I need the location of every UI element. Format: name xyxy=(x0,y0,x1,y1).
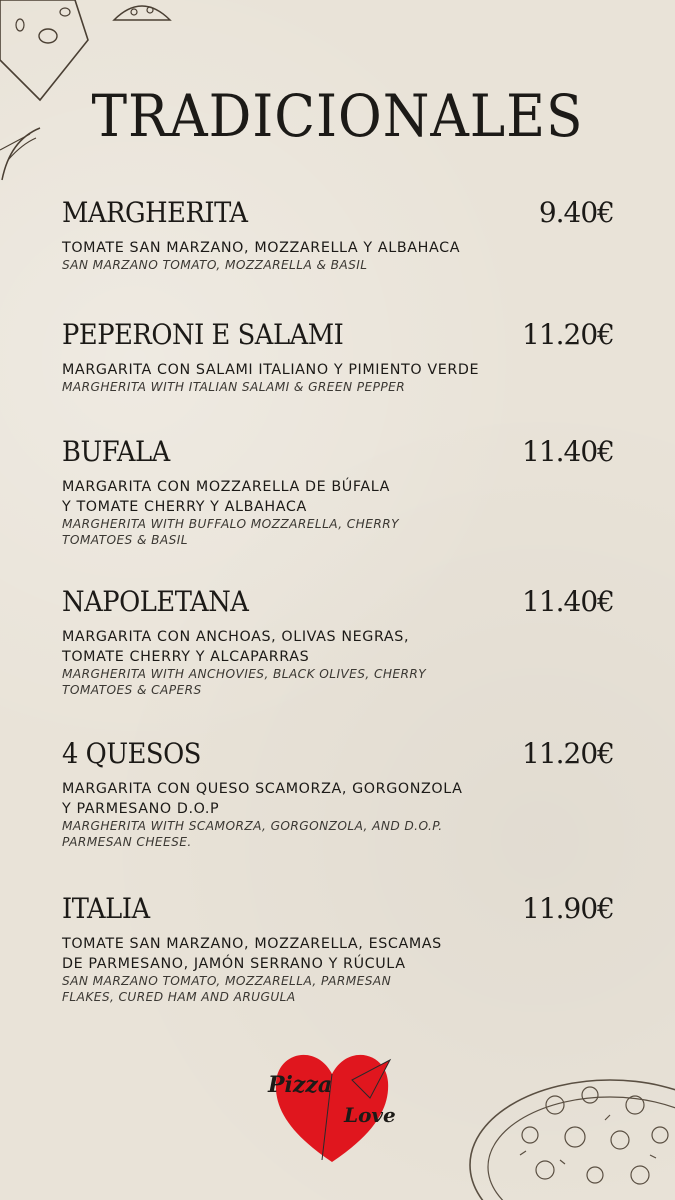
page-title: TRADICIONALES xyxy=(91,82,584,150)
item-price: 11.20€ xyxy=(522,737,614,770)
pizza-slice-sketch-icon xyxy=(112,0,174,24)
item-description-en: MARGHERITA WITH ANCHOVIES, BLACK OLIVES, CHERRY TOMATOES & CAPERS xyxy=(62,667,427,697)
item-description-en: SAN MARZANO TOMATO, MOZZARELLA & BASIL xyxy=(62,258,368,272)
item-name: 4 QUESOS xyxy=(62,737,201,770)
item-price: 9.40€ xyxy=(538,196,614,229)
item-description-es: MARGARITA CON SALAMI ITALIANO Y PIMIENTO VERDE xyxy=(62,362,480,378)
menu-item-italia xyxy=(62,892,614,1005)
item-name: MARGHERITA xyxy=(62,196,248,229)
item-description-es: MARGARITA CON QUESO SCAMORZA, GORGONZOLA Y PARMESANO D.O.P xyxy=(62,781,463,817)
item-description-en: MARGHERITA WITH BUFFALO MOZZARELLA, CHERRY TOMATOES & BASIL xyxy=(62,517,399,547)
item-price: 11.40€ xyxy=(522,435,614,468)
item-description-es: MARGARITA CON ANCHOAS, OLIVAS NEGRAS, TOMATE CHERRY Y ALCAPARRAS xyxy=(62,629,410,665)
menu-item-peperoni-e-salami xyxy=(62,318,614,396)
menu-item-bufala xyxy=(62,435,614,548)
menu-item-margherita xyxy=(62,196,614,274)
logo-text-pizza: Pizza xyxy=(268,1072,333,1098)
item-name: NAPOLETANA xyxy=(62,585,249,618)
item-name: BUFALA xyxy=(62,435,170,468)
item-price: 11.40€ xyxy=(522,585,614,618)
menu-item-4-quesos xyxy=(62,737,614,850)
pizza-love-logo xyxy=(262,1040,402,1170)
item-price: 11.20€ xyxy=(522,318,614,351)
item-price: 11.90€ xyxy=(522,892,614,925)
item-description-es: MARGARITA CON MOZZARELLA DE BÚFALA Y TOMATE CHERRY Y ALBAHACA xyxy=(62,479,391,515)
logo-text-love: Love xyxy=(344,1103,396,1127)
item-name: ITALIA xyxy=(62,892,150,925)
menu-item-napoletana xyxy=(62,585,614,698)
item-description-es: TOMATE SAN MARZANO, MOZZARELLA Y ALBAHACA xyxy=(62,240,461,256)
item-name: PEPERONI E SALAMI xyxy=(62,318,344,351)
item-description-en: MARGHERITA WITH ITALIAN SALAMI & GREEN PEPPER xyxy=(62,380,406,394)
item-description-en: MARGHERITA WITH SCAMORZA, GORGONZOLA, AND D.O.P. PARMESAN CHEESE. xyxy=(62,819,443,849)
item-description-es: TOMATE SAN MARZANO, MOZZARELLA, ESCAMAS DE PARMESANO, JAMÓN SERRANO Y RÚCULA xyxy=(62,936,442,972)
item-description-en: SAN MARZANO TOMATO, MOZZARELLA, PARMESAN FLAKES, CURED HAM AND ARUGULA xyxy=(62,974,392,1004)
pizza-sketch-icon xyxy=(460,1055,675,1200)
